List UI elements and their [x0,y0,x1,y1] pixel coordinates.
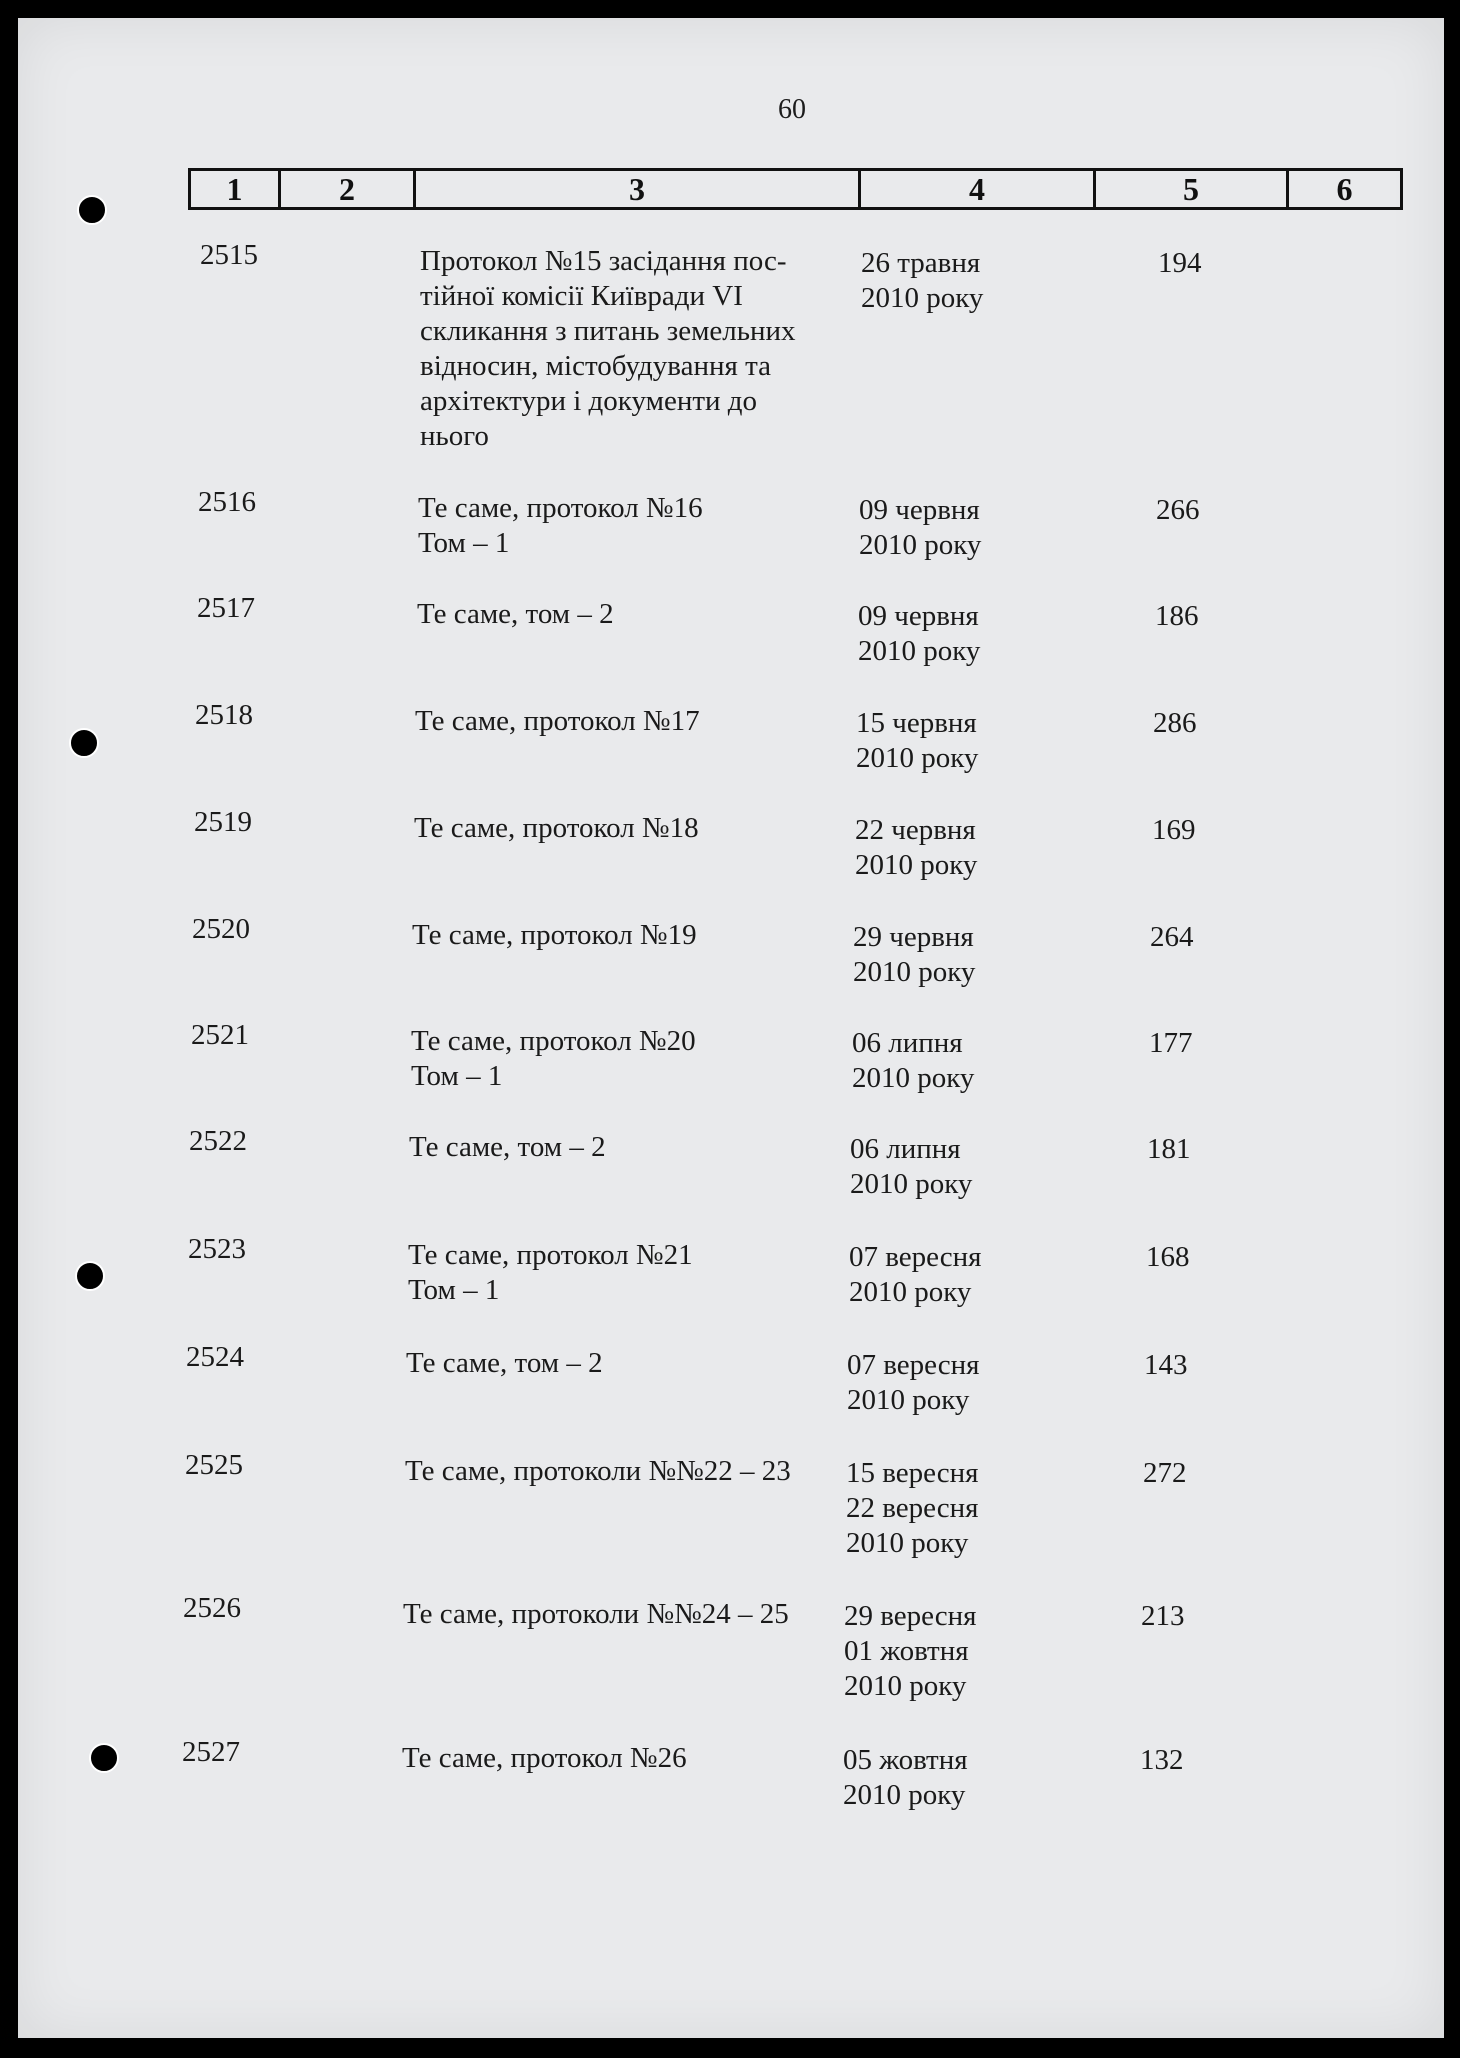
row-number: 2526 [183,1592,241,1624]
row-description: Те саме, протокол №19 [412,919,697,951]
page-number: 60 [778,94,806,125]
row-number: 2515 [200,239,258,271]
row-pages: 264 [1150,921,1194,953]
row-date: 2010 року [859,529,982,561]
row-date: 2010 року [844,1670,967,1702]
row-pages: 132 [1140,1744,1184,1776]
row-date: 15 червня [856,707,977,739]
header-col-1: 1 [188,168,278,210]
row-date: 2010 року [856,742,979,774]
row-description: Том – 1 [418,527,510,559]
row-date: 2010 року [847,1384,970,1416]
row-date: 29 червня [853,921,974,953]
row-date: 2010 року [850,1168,973,1200]
row-date: 2010 року [846,1527,969,1559]
header-col-4: 4 [858,168,1093,210]
row-description: Том – 1 [411,1060,503,1092]
row-date: 05 жовтня [843,1744,968,1776]
row-pages: 169 [1152,814,1196,846]
row-date: 2010 року [855,849,978,881]
row-description: Те саме, протоколи №№22 – 23 [405,1455,791,1487]
row-pages: 168 [1146,1241,1190,1273]
header-col-5: 5 [1093,168,1286,210]
header-col-2: 2 [278,168,413,210]
row-pages: 186 [1155,600,1199,632]
row-date: 06 липня [850,1133,961,1165]
row-description: Том – 1 [408,1274,500,1306]
header-col-3: 3 [413,168,858,210]
row-date: 29 вересня [844,1600,977,1632]
row-number: 2523 [188,1233,246,1265]
binder-hole [75,1261,105,1291]
row-date: 2010 року [843,1779,966,1811]
row-date: 26 травня [861,247,981,279]
row-number: 2522 [189,1125,247,1157]
row-date: 22 червня [855,814,976,846]
row-number: 2518 [195,699,253,731]
binder-hole [89,1743,119,1773]
row-description: Те саме, протокол №17 [415,705,700,737]
row-description: відносин, містобудування та [420,350,772,382]
row-number: 2520 [192,913,250,945]
row-number: 2519 [194,806,252,838]
row-pages: 272 [1143,1457,1187,1489]
row-description: Те саме, том – 2 [409,1131,606,1163]
row-number: 2516 [198,486,256,518]
row-date: 2010 року [852,1062,975,1094]
row-date: 06 липня [852,1027,963,1059]
row-number: 2521 [191,1019,249,1051]
row-date: 01 жовтня [844,1635,969,1667]
row-pages: 194 [1158,247,1202,279]
row-pages: 266 [1156,494,1200,526]
row-date: 2010 року [858,635,981,667]
row-description: нього [420,420,489,452]
row-date: 15 вересня [846,1457,979,1489]
row-date: 2010 року [853,956,976,988]
row-description: Те саме, протокол №26 [402,1742,687,1774]
row-description: Те саме, протокол №18 [414,812,699,844]
row-pages: 213 [1141,1600,1185,1632]
row-number: 2524 [186,1341,244,1373]
row-date: 09 червня [859,494,980,526]
row-description: Те саме, протокол №20 [411,1025,696,1057]
document-page [18,18,1444,2038]
row-number: 2525 [185,1449,243,1481]
row-description: Те саме, протоколи №№24 – 25 [403,1598,789,1630]
row-description: архітектури і документи до [420,385,758,417]
row-description: Те саме, протокол №21 [408,1239,693,1271]
header-col-6: 6 [1286,168,1403,210]
row-pages: 181 [1147,1133,1191,1165]
row-number: 2527 [182,1736,240,1768]
binder-hole [69,728,99,758]
row-pages: 177 [1149,1027,1193,1059]
row-description: Протокол №15 засідання пос- [420,245,787,277]
row-description: Те саме, том – 2 [406,1347,603,1379]
row-pages: 286 [1153,707,1197,739]
row-pages: 143 [1144,1349,1188,1381]
row-date: 09 червня [858,600,979,632]
binder-hole [77,195,107,225]
row-description: тійної комісії Київради VI [420,280,743,312]
row-date: 22 вересня [846,1492,979,1524]
row-date: 2010 року [849,1276,972,1308]
row-number: 2517 [197,592,255,624]
row-date: 07 вересня [849,1241,982,1273]
row-description: Те саме, том – 2 [417,598,614,630]
row-date: 07 вересня [847,1349,980,1381]
row-date: 2010 року [861,282,984,314]
row-description: Те саме, протокол №16 [418,492,703,524]
row-description: скликання з питань земельних [420,315,796,347]
